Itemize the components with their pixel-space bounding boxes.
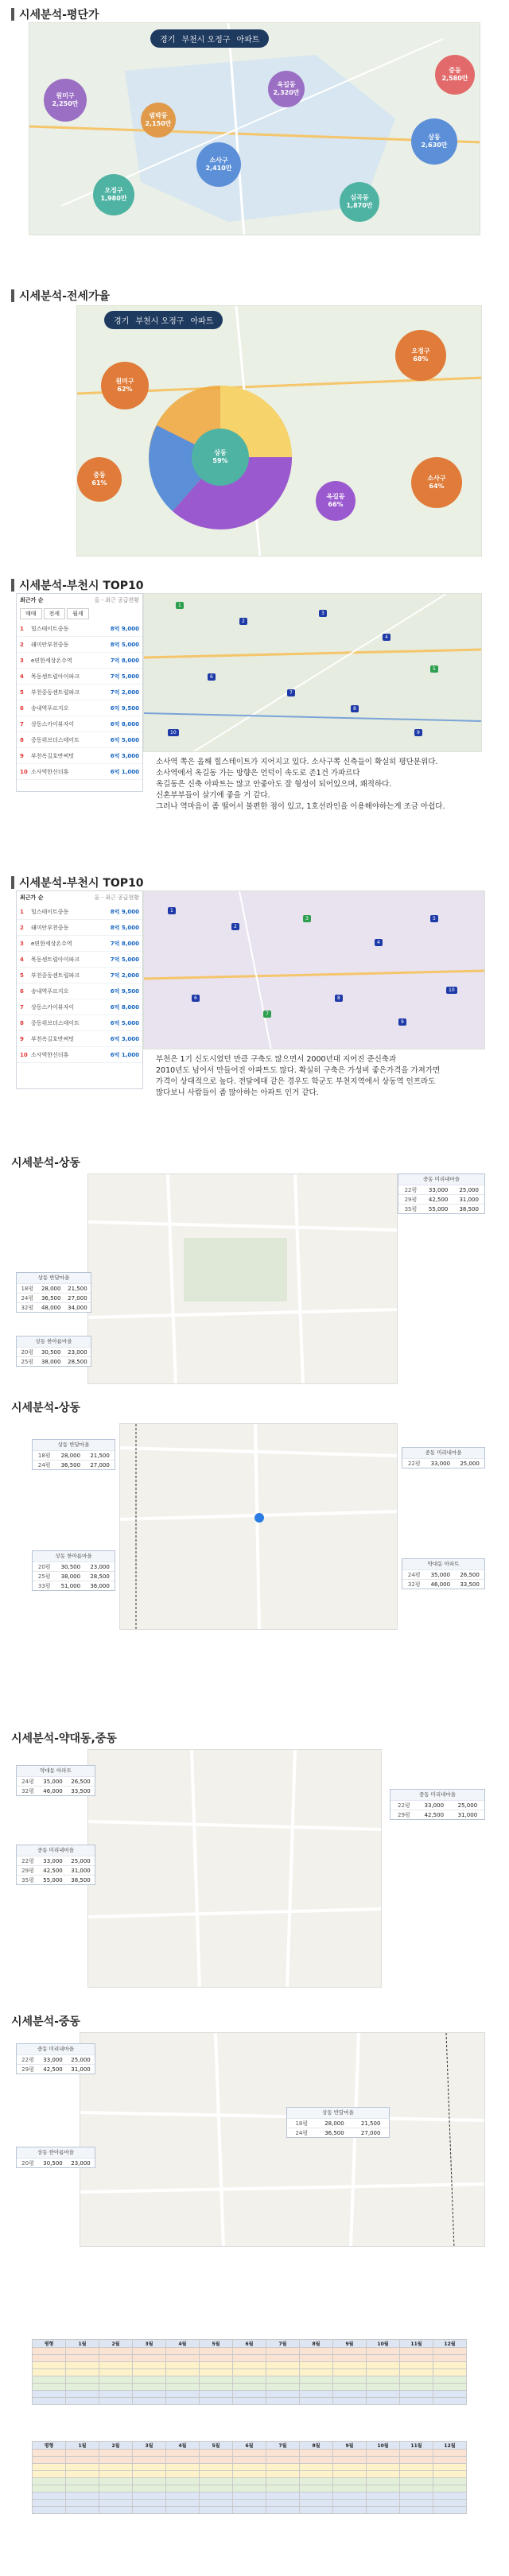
card-row: 25평 38,000 28,500 bbox=[33, 1571, 115, 1581]
ratio-bubble[interactable]: 원미구 62% bbox=[101, 362, 149, 409]
map-tag[interactable]: 3 bbox=[303, 915, 311, 922]
ratio-bubble[interactable]: 옥길동 66% bbox=[316, 481, 356, 521]
filter-bar[interactable] bbox=[150, 29, 269, 48]
card-row: 18평 28,000 21,500 bbox=[17, 1283, 91, 1293]
table-row bbox=[33, 2369, 467, 2376]
price-card[interactable]: 중동 미리내마을 22평 33,000 25,000 29평 42,500 31,000 35평 55,000 38,500 bbox=[16, 1845, 95, 1885]
map-streets bbox=[88, 1750, 382, 1988]
price-card[interactable]: 상동 반달마을 18평 28,000 21,500 24평 36,500 27,000 bbox=[32, 1439, 115, 1470]
price-bubble[interactable]: 상동 2,630만 bbox=[411, 118, 457, 165]
price-table-a bbox=[32, 2339, 467, 2405]
map-streets bbox=[120, 1424, 398, 1630]
table-row bbox=[33, 2450, 467, 2457]
map-yakdae-jungdong[interactable] bbox=[87, 1749, 382, 1988]
card-row: 20평 30,500 23,000 bbox=[33, 1562, 115, 1571]
panel-header: 최근가 순 올 - 최근 공급현황 bbox=[20, 894, 139, 901]
section-title: 시세분석-부천시 TOP10 bbox=[11, 875, 144, 890]
ratio-bubble[interactable]: 중동 61% bbox=[77, 457, 122, 502]
table-row bbox=[33, 2493, 467, 2500]
map-price-per-pyeong[interactable] bbox=[29, 22, 480, 235]
list-item[interactable]: 4 목동센트럴아이파크 7억 5,000 bbox=[17, 669, 142, 685]
card-row: 22평 33,000 25,000 bbox=[17, 1856, 95, 1865]
card-row: 29평 42,500 31,000 bbox=[390, 1810, 484, 1819]
list-item[interactable]: 8 중동위브더스테이트 6억 5,000 bbox=[17, 732, 142, 748]
list-item[interactable]: 9 부천옥길호반써밋 6억 3,000 bbox=[17, 1031, 142, 1047]
map-tag[interactable]: 7 bbox=[287, 689, 295, 696]
list-item[interactable]: 5 부천중동센트럴파크 7억 2,000 bbox=[17, 685, 142, 700]
map-tag[interactable]: 2 bbox=[239, 618, 247, 625]
section-title: 시세분석-전세가율 bbox=[11, 288, 110, 304]
table-row bbox=[33, 2464, 467, 2471]
card-row: 24평 36,500 27,000 bbox=[33, 1460, 115, 1469]
map-tag[interactable]: 4 bbox=[383, 634, 390, 641]
list-item[interactable]: 3 e편한세상온수역 7억 8,000 bbox=[17, 653, 142, 669]
section-title: 시세분석-부천시 TOP10 bbox=[11, 577, 144, 593]
list-item[interactable]: 1 힐스테이트중동 8억 9,000 bbox=[17, 621, 142, 637]
list-item[interactable]: 9 부천옥길호반써밋 6억 3,000 bbox=[17, 748, 142, 764]
card-row: 18평 28,000 21,500 bbox=[33, 1450, 115, 1460]
section-title: 시세분석-약대동,중동 bbox=[11, 1732, 117, 1745]
filter-city[interactable]: 부천시 오정구 bbox=[135, 317, 185, 326]
map-tag[interactable]: 6 bbox=[208, 673, 216, 681]
map-tag[interactable]: 1 bbox=[176, 602, 184, 609]
card-row: 35평 55,000 38,500 bbox=[398, 1204, 484, 1213]
card-row: 24평 35,000 26,500 bbox=[402, 1569, 484, 1579]
list-item[interactable]: 8 중동위브더스테이트 6억 5,000 bbox=[17, 1015, 142, 1031]
card-row: 22평 33,000 25,000 bbox=[398, 1185, 484, 1194]
price-card[interactable]: 상동 한아름마을 20평 30,500 23,000 25평 38,000 28,500 bbox=[16, 1336, 91, 1367]
price-card[interactable]: 중동 미리내마을 22평 33,000 25,000 29평 42,500 31,000 bbox=[390, 1789, 485, 1820]
tab-monthly[interactable]: 월세 bbox=[67, 608, 89, 619]
section-title: 시세분석-상동 bbox=[11, 1157, 80, 1170]
map-tag[interactable]: 3 bbox=[319, 610, 327, 617]
section-title: 시세분석-상동 bbox=[11, 1402, 80, 1414]
list-item[interactable]: 5 부천중동센트럴파크 7억 2,000 bbox=[17, 968, 142, 983]
analysis-text: 소사역 쪽은 올해 힐스테이트가 지어지고 있다. 소사구쪽 신축들이 확실히 평단분위다. 소사역에서 옥길동 가는 방향은 언덕이 속도로 존1건 가파르다 옥길동은 신축 아파트는 많고 안좋아도 잘 형성이 되어있으며, 쾌적하다. 신혼부부들이 살기에 좋을 거 같다. 그러나 역마음이 좀 떨어서 불편한 점이 있고, 1호선라인을 이용해야하는게 조금 아쉽다. bbox=[156, 758, 445, 811]
filter-bar[interactable] bbox=[104, 311, 223, 329]
card-row: 18평 28,000 21,500 bbox=[287, 2118, 389, 2128]
price-card[interactable]: 중동 미리내마을 22평 33,000 25,000 29평 42,500 31,000 35평 55,000 38,500 bbox=[398, 1174, 485, 1214]
map-top10-b[interactable] bbox=[143, 890, 485, 1049]
ratio-bubble[interactable]: 소사구 64% bbox=[411, 457, 462, 508]
table-header-row: 평형 1월 2월 3월 4월 5월 6월 7월 8월 9월 10월 11월 12월 bbox=[33, 2340, 467, 2348]
analysis-text: 부천은 1기 신도시였던 만큼 구축도 많으면서 2000년대 지어진 준신축과 2010년도 넘어서 만들어진 아파트도 많다. 확실히 구축은 가성비 좋은가격을 가져가면 가격이 상대적으로 높다. 전달에대 같은 경우도 학군도 부천지역에서 상동역 인프라도 많다보니 사람들이 좀 많아하는 아파트 인거 같다. bbox=[156, 1055, 441, 1097]
table-row bbox=[33, 2457, 467, 2464]
list-item[interactable]: 3 e편한세상온수역 7억 8,000 bbox=[17, 936, 142, 952]
table-row bbox=[33, 2471, 467, 2478]
price-bubble[interactable]: 범박동 2,150만 bbox=[141, 103, 176, 138]
price-card[interactable]: 중동 미리내마을 22평 33,000 25,000 29평 42,500 31,000 bbox=[16, 2043, 95, 2074]
map-tag[interactable]: 8 bbox=[335, 995, 343, 1002]
list-item[interactable]: 7 상동스카이뷰자이 6억 8,000 bbox=[17, 716, 142, 732]
list-item[interactable]: 6 송내역푸르지오 6억 9,500 bbox=[17, 983, 142, 999]
list-item[interactable]: 10 소사역한신더휴 6억 1,000 bbox=[17, 1047, 142, 1063]
map-sangdong-a[interactable] bbox=[87, 1174, 398, 1384]
map-tag[interactable]: 1 bbox=[168, 907, 176, 914]
list-item[interactable]: 7 상동스카이뷰자이 6억 8,000 bbox=[17, 999, 142, 1015]
card-row: 29평 42,500 31,000 bbox=[17, 1865, 95, 1875]
map-tag[interactable]: 7 bbox=[263, 1011, 271, 1018]
card-row: 22평 33,000 25,000 bbox=[402, 1458, 484, 1468]
table-header-row: 평형 1월 2월 3월 4월 5월 6월 7월 8월 9월 10월 11월 12월 bbox=[33, 2442, 467, 2450]
price-bubble[interactable]: 중동 2,580만 bbox=[435, 55, 475, 95]
map-streets bbox=[80, 2033, 485, 2247]
map-terrain bbox=[144, 594, 482, 752]
map-top10-a[interactable] bbox=[143, 593, 482, 752]
list-item[interactable]: 2 래미안부천중동 8억 5,000 bbox=[17, 920, 142, 936]
table-row bbox=[33, 2376, 467, 2384]
table-row bbox=[33, 2391, 467, 2398]
filter-type[interactable]: 아파트 bbox=[190, 317, 214, 326]
map-jeonse-ratio[interactable] bbox=[76, 305, 482, 557]
filter-region[interactable]: 경기 bbox=[160, 36, 176, 45]
price-card[interactable]: 상동 한아름마을 20평 30,500 23,000 bbox=[16, 2147, 95, 2168]
map-tag[interactable]: 10 bbox=[168, 729, 179, 736]
map-jungdong[interactable] bbox=[80, 2032, 485, 2247]
filter-city[interactable]: 부천시 오정구 bbox=[181, 36, 231, 45]
list-item[interactable]: 1 힐스테이트중동 8억 9,000 bbox=[17, 904, 142, 920]
panel-header: 최근가 순 올 - 최근 공급현황 bbox=[20, 597, 139, 603]
table-row bbox=[33, 2485, 467, 2493]
card-row: 25평 38,000 28,500 bbox=[17, 1356, 91, 1366]
card-row: 24평 36,500 27,000 bbox=[287, 2128, 389, 2137]
map-tag[interactable]: 2 bbox=[231, 923, 239, 930]
map-tag[interactable]: 4 bbox=[375, 939, 383, 946]
map-tag[interactable]: 9 bbox=[398, 1018, 406, 1026]
card-row: 20평 30,500 23,000 bbox=[17, 2158, 95, 2167]
card-row: 35평 55,000 38,500 bbox=[17, 1875, 95, 1884]
panel-tabs[interactable] bbox=[17, 607, 142, 621]
filter-type[interactable]: 아파트 bbox=[236, 36, 260, 45]
tab-jeonse[interactable]: 전세 bbox=[44, 608, 66, 619]
price-bubble[interactable]: 원미구 2,250만 bbox=[44, 79, 87, 122]
price-bubble[interactable]: 심곡동 1,870만 bbox=[340, 182, 379, 222]
top10-panel bbox=[16, 890, 143, 1089]
price-card[interactable]: 상동 한아름마을 20평 30,500 23,000 25평 38,000 28,500 33평 51,000 36,000 bbox=[32, 1550, 115, 1591]
card-row: 24평 36,500 27,000 bbox=[17, 1293, 91, 1302]
table-row bbox=[33, 2355, 467, 2362]
map-tag[interactable]: 6 bbox=[192, 995, 200, 1002]
map-tag[interactable]: 5 bbox=[430, 665, 438, 673]
section-title: 시세분석-평단가 bbox=[11, 6, 99, 22]
card-row: 29평 42,500 31,000 bbox=[17, 2064, 95, 2074]
filter-region[interactable]: 경기 bbox=[114, 317, 130, 326]
price-table-b bbox=[32, 2441, 467, 2514]
price-bubble[interactable]: 오정구 1,980만 bbox=[93, 174, 134, 215]
top10-panel bbox=[16, 593, 143, 792]
card-row: 32평 46,000 33,500 bbox=[17, 1786, 95, 1795]
list-item[interactable]: 6 송내역푸르지오 6억 9,500 bbox=[17, 700, 142, 716]
card-row: 32평 48,000 34,000 bbox=[17, 1302, 91, 1312]
table-row bbox=[33, 2478, 467, 2485]
map-tag[interactable]: 5 bbox=[430, 915, 438, 922]
table-row bbox=[33, 2348, 467, 2355]
card-row: 24평 35,000 26,500 bbox=[17, 1776, 95, 1786]
card-row: 22평 33,000 25,000 bbox=[390, 1800, 484, 1810]
list-item[interactable]: 10 소사역한신더휴 6억 1,000 bbox=[17, 764, 142, 780]
list-item[interactable]: 2 래미안부천중동 8억 5,000 bbox=[17, 637, 142, 653]
section-title: 시세분석-중동 bbox=[11, 2015, 80, 2028]
price-bubble[interactable]: 소사구 2,410만 bbox=[196, 142, 241, 187]
card-row: 29평 42,500 31,000 bbox=[398, 1194, 484, 1204]
map-streets bbox=[88, 1174, 398, 1384]
tab-sale[interactable]: 매매 bbox=[20, 608, 42, 619]
card-row: 20평 30,500 23,000 bbox=[17, 1347, 91, 1356]
card-row: 32평 46,000 33,500 bbox=[402, 1579, 484, 1589]
ratio-bubble[interactable]: 오정구 68% bbox=[395, 330, 446, 381]
card-row: 22평 33,000 25,000 bbox=[17, 2054, 95, 2064]
card-row: 33평 51,000 36,000 bbox=[33, 1581, 115, 1590]
list-item[interactable]: 4 목동센트럴아이파크 7억 5,000 bbox=[17, 952, 142, 968]
price-card[interactable]: 상동 반달마을 18평 28,000 21,500 24평 36,500 27,000 bbox=[286, 2107, 390, 2138]
price-card[interactable]: 약대동 아파트 24평 35,000 26,500 32평 46,000 33,500 bbox=[402, 1558, 485, 1589]
ratio-bubble[interactable]: 상동 59% bbox=[212, 449, 228, 464]
table-row bbox=[33, 2362, 467, 2369]
price-bubble[interactable]: 옥길동 2,320만 bbox=[268, 71, 305, 107]
map-tag[interactable]: 8 bbox=[351, 705, 359, 712]
table-row bbox=[33, 2500, 467, 2507]
price-card[interactable]: 약대동 아파트 24평 35,000 26,500 32평 46,000 33,500 bbox=[16, 1765, 95, 1796]
table-row bbox=[33, 2384, 467, 2391]
map-sangdong-b[interactable] bbox=[119, 1423, 398, 1630]
table-row bbox=[33, 2507, 467, 2514]
map-tag[interactable]: 10 bbox=[446, 987, 457, 994]
price-card[interactable]: 중동 미리내마을 22평 33,000 25,000 bbox=[402, 1447, 485, 1468]
table-row bbox=[33, 2398, 467, 2405]
map-tag[interactable]: 9 bbox=[414, 729, 422, 736]
price-card[interactable]: 상동 반달마을 18평 28,000 21,500 24평 36,500 27,000 32평 48,000 34,000 bbox=[16, 1272, 91, 1313]
